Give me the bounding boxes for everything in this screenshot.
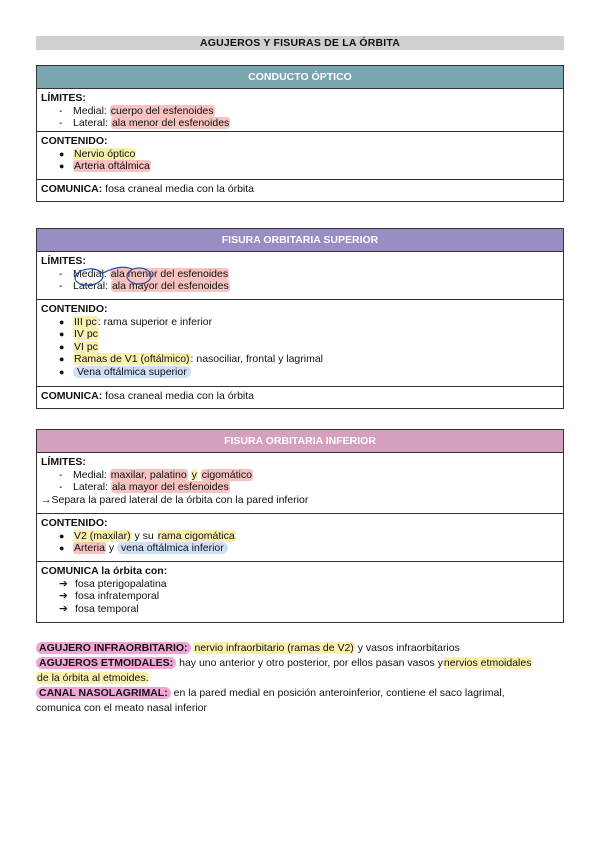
ethmoidal-text: hay uno anterior y otro posterior, por ellos pasan vasos y: [179, 657, 443, 669]
inferior-content-connector: y: [108, 542, 115, 555]
inferior-separation-note: →Separa la pared lateral de la órbita con la pared inferior: [41, 493, 309, 506]
superior-communicates-section: [37, 387, 563, 408]
nasolacrimal-text: en la pared medial en posición anteroinferior, contiene el saco lagrimal,: [173, 687, 505, 699]
inferior-communicates-item: fosa temporal: [75, 602, 139, 615]
infraorbital-foramen-note: [36, 641, 566, 656]
inferior-content-connector: y su: [134, 529, 154, 542]
optic-limits-section: LÍMITES: - Medial: cuerpo del esfenoides - Lateral: ala menor del esfenoides: [37, 89, 563, 132]
inferior-content-item: vena oftálmica inferior: [117, 542, 228, 554]
superior-communicates-label: COMUNICA:: [41, 390, 103, 402]
superior-communicates-value: fosa craneal media con la órbita: [105, 390, 255, 402]
superior-limits-section: LÍMITES: - Medial: ala menor del esfenoides - Lateral: ala mayor del esfenoides: [37, 252, 563, 300]
inferior-communicates-item: fosa pterigopalatina: [75, 577, 167, 590]
superior-content-detail: : rama superior e inferior: [97, 315, 213, 328]
infraorbital-label: AGUJERO INFRAORBITARIO:: [36, 642, 191, 654]
superior-medial-value: ala menor del esfenoides: [110, 267, 229, 280]
optic-medial-value: cuerpo del esfenoides: [110, 104, 214, 117]
optic-medial-label: Medial:: [73, 104, 107, 117]
superior-content-section: CONTENIDO: ● III pc: rama superior e inferior ● IV pc ● VI pc ● Ramas de V1 (oftálmico): nasociliar, frontal y lagrimal ● Vena oftálmica superior: [37, 300, 563, 387]
inferior-lateral-value: ala mayor del esfenoides: [111, 481, 229, 494]
superior-limits-label: LÍMITES:: [41, 255, 86, 267]
superior-content-item: Ramas de V1 (oftálmico): [74, 353, 190, 366]
superior-content-label: CONTENIDO:: [41, 303, 108, 315]
nasolacrimal-text: comunica con el meato nasal inferior: [36, 702, 208, 714]
inferior-content-item: rama cigomática: [157, 529, 235, 542]
ethmoidal-label: AGUJEROS ETMOIDALES:: [36, 657, 176, 669]
inferior-communicates-label: COMUNICA la órbita con:: [41, 565, 168, 577]
superior-fissure-box: [36, 228, 564, 409]
inferior-lateral-label: Lateral:: [73, 481, 109, 494]
inferior-content-label: CONTENIDO:: [41, 517, 108, 529]
inferior-medial-connector: y: [191, 468, 197, 481]
superior-lateral-label: Lateral:: [73, 280, 109, 293]
inferior-communicates-item: fosa infratemporal: [75, 590, 160, 603]
superior-content-item: III pc: [74, 315, 97, 328]
optic-communicates-label: COMUNICA:: [41, 183, 103, 195]
optic-content-section: CONTENIDO: ● Nervio óptico ● Arteria oftálmica: [37, 132, 563, 180]
optic-canal-box: [36, 65, 564, 202]
optic-lateral-value: ala menor del esfenoides: [111, 117, 230, 130]
ethmoidal-highlight: nervios etmoidales: [443, 657, 532, 669]
superior-fissure-header: FISURA ORBITARIA SUPERIOR: [37, 229, 563, 252]
inferior-limits-section: LÍMITES: - Medial: maxilar, palatino y cigomático - Lateral: ala mayor del esfenoides →Separa la pared lateral de la órbita con la pared inferior: [37, 453, 563, 514]
page-title: AGUJEROS Y FISURAS DE LA ÓRBITA: [36, 36, 564, 50]
optic-canal-header: CONDUCTO ÓPTICO: [37, 66, 563, 89]
inferior-communicates-section: COMUNICA la órbita con: ➔ fosa pterigopalatina ➔ fosa infratemporal ➔ fosa temporal: [37, 562, 563, 622]
ethmoidal-highlight: de la órbita al etmoides.: [37, 672, 149, 684]
inferior-medial-value: maxilar, palatino: [110, 468, 187, 481]
inferior-fissure-box: [36, 429, 564, 623]
inferior-fissure-header: FISURA ORBITARIA INFERIOR: [37, 430, 563, 453]
optic-content-label: CONTENIDO:: [41, 135, 108, 147]
infraorbital-highlight: nervio infraorbitario (ramas de V2): [194, 642, 354, 654]
inferior-limits-label: LÍMITES:: [41, 456, 86, 468]
nasolacrimal-label: CANAL NASOLAGRIMAL:: [36, 687, 171, 699]
nasolacrimal-canal-note: [36, 686, 566, 716]
superior-medial-label: Medial:: [73, 267, 107, 280]
superior-content-item: VI pc: [74, 340, 98, 353]
optic-limits-label: LÍMITES:: [41, 92, 86, 104]
superior-content-item: Vena oftálmica superior: [73, 366, 191, 378]
optic-communicates-value: fosa craneal media con la órbita: [105, 183, 255, 195]
inferior-medial-label: Medial:: [73, 468, 107, 481]
superior-content-detail: : nasociliar, frontal y lagrimal: [190, 353, 324, 366]
inferior-content-item: Arteria: [74, 542, 105, 555]
optic-content-item: Nervio óptico: [74, 147, 136, 160]
superior-content-item: IV pc: [74, 328, 98, 341]
optic-communicates-section: [37, 180, 563, 201]
inferior-content-section: CONTENIDO: ● V2 (maxilar) y su rama cigomática ● Arteria y vena oftálmica inferior: [37, 514, 563, 562]
inferior-medial-value: cigomático: [201, 468, 252, 481]
superior-lateral-value: ala mayor del esfenoides: [111, 280, 229, 293]
infraorbital-text: y vasos infraorbitarios: [357, 642, 460, 654]
inferior-content-item: V2 (maxilar): [74, 529, 131, 542]
optic-lateral-label: Lateral:: [73, 117, 109, 130]
optic-content-item: Arteria oftálmica: [74, 160, 150, 173]
ethmoidal-foramina-note: [36, 656, 566, 686]
